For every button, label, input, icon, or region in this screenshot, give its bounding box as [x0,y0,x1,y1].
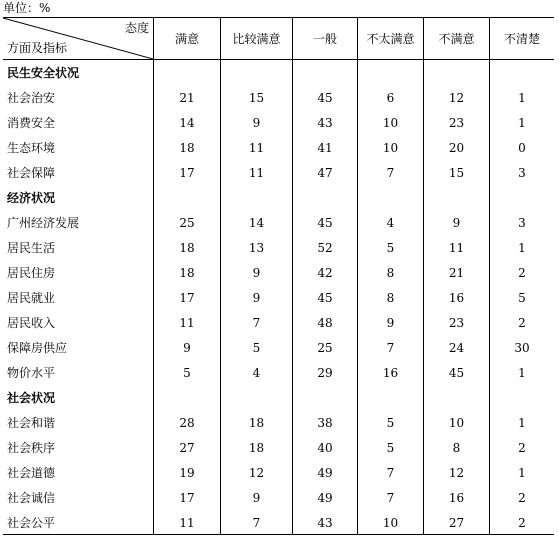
row-label: 消费安全 [7,116,56,130]
row-label: 社会秩序 [7,441,56,455]
table-cell: 10 [382,515,399,530]
table-row [3,285,554,310]
table-cell: 3 [518,215,526,230]
table-cell: 12 [248,465,265,480]
table-cell: 25 [317,340,333,355]
row-label: 居民就业 [7,291,56,305]
table-cell: 45 [317,290,333,305]
section-title: 经济状况 [7,191,56,205]
table-cell: 27 [179,440,195,455]
column-header: 一般 [312,32,337,46]
table-cell: 45 [317,90,333,105]
table-cell: 42 [317,265,333,280]
table-cell: 1 [518,115,526,130]
table-cell: 16 [448,290,465,305]
table-cell: 43 [317,115,333,130]
table-cell: 1 [518,240,526,255]
table-cell: 40 [317,440,333,455]
table-cell: 52 [317,240,333,255]
section-header-row [3,385,554,410]
row-label: 社会道德 [7,466,56,480]
table-cell: 45 [317,215,333,230]
row-label: 社会公平 [7,516,56,530]
table-cell: 9 [252,265,261,280]
table-cell: 7 [252,315,261,330]
table-cell: 11 [248,140,265,155]
section-header-row [3,185,554,210]
table-cell: 2 [518,315,526,330]
table-row [3,135,554,160]
table-cell: 4 [386,215,395,230]
table-cell: 23 [448,115,465,130]
table-cell: 14 [248,215,265,230]
row-label: 社会诚信 [7,491,56,505]
table-cell: 9 [386,315,395,330]
table-cell: 10 [382,115,399,130]
table-cell: 1 [518,90,526,105]
table-cell: 43 [317,515,333,530]
table-row [3,410,554,435]
column-header: 不清楚 [503,32,540,46]
table-cell: 41 [317,140,333,155]
table-cell: 7 [386,340,395,355]
row-label: 居民住房 [7,266,56,280]
row-label: 社会治安 [7,91,56,105]
column-header: 比较满意 [232,32,281,46]
table-cell: 49 [317,465,333,480]
table-cell: 2 [518,265,526,280]
row-label: 居民收入 [7,316,56,330]
table-cell: 13 [248,240,265,255]
table-cell: 7 [386,465,395,480]
table-cell: 17 [179,165,195,180]
table-row [3,510,554,535]
table-cell: 18 [179,140,195,155]
corner-aspect-label: 方面及指标 [7,41,68,55]
table-cell: 48 [317,315,333,330]
unit-label: 单位：% [3,1,51,15]
table-cell: 15 [448,165,465,180]
table-cell: 8 [386,290,395,305]
table-cell: 25 [179,215,195,230]
table-cell: 5 [386,240,395,255]
table-cell: 12 [448,465,465,480]
satisfaction-table [3,17,554,535]
row-label: 社会保障 [7,166,56,180]
table-row [3,485,554,510]
row-label: 广州经济发展 [7,216,80,230]
table-cell: 8 [452,440,461,455]
table-row [3,435,554,460]
table-row [3,210,554,235]
table-cell: 1 [518,415,526,430]
table-cell: 5 [386,440,395,455]
table-cell: 24 [448,340,465,355]
table-cell: 1 [518,365,526,380]
table-header [3,18,554,60]
table-cell: 9 [252,290,261,305]
table-cell: 10 [448,415,465,430]
table-cell: 20 [448,140,465,155]
table-cell: 9 [452,215,461,230]
table-cell: 47 [317,165,333,180]
table-row [3,85,554,110]
table-row [3,360,554,385]
table-cell: 17 [179,490,195,505]
corner-header-cell [3,18,153,59]
column-header: 不满意 [438,32,475,46]
table-cell: 7 [386,165,395,180]
table-cell: 10 [382,140,399,155]
table-row [3,260,554,285]
table-cell: 2 [518,515,526,530]
table-cell: 7 [252,515,261,530]
table-cell: 18 [179,240,195,255]
table-cell: 45 [448,365,465,380]
column-header: 不太满意 [366,32,415,46]
table-cell: 15 [248,90,265,105]
table-row [3,335,554,360]
table-cell: 7 [386,490,395,505]
table-cell: 5 [386,415,395,430]
table-cell: 6 [386,90,395,105]
table-cell: 29 [317,365,333,380]
table-cell: 27 [448,515,465,530]
table-cell: 8 [386,265,395,280]
table-cell: 5 [518,290,526,305]
row-label: 社会和谐 [7,416,56,430]
row-label: 物价水平 [7,366,56,380]
table-row [3,460,554,485]
corner-attitude-label: 态度 [124,21,149,35]
table-cell: 30 [514,340,530,355]
table-cell: 11 [179,515,195,530]
section-title: 民生安全状况 [7,66,80,80]
table-cell: 21 [179,90,195,105]
table-cell: 1 [518,465,526,480]
table-cell: 21 [448,265,465,280]
table-cell: 14 [179,115,195,130]
table-cell: 5 [183,365,191,380]
table-cell: 11 [448,240,465,255]
table-cell: 16 [448,490,465,505]
table-cell: 9 [183,340,191,355]
table-row [3,235,554,260]
table-cell: 11 [248,165,265,180]
table-cell: 19 [179,465,195,480]
row-label: 生态环境 [7,141,56,155]
table-cell: 4 [252,365,261,380]
table-cell: 28 [179,415,195,430]
table-cell: 2 [518,440,526,455]
section-header-row [3,60,554,85]
table-row [3,310,554,335]
table-cell: 9 [252,490,261,505]
table-cell: 0 [518,140,526,155]
table-cell: 49 [317,490,333,505]
table-cell: 16 [382,365,399,380]
table-cell: 17 [179,290,195,305]
table-row [3,110,554,135]
table-cell: 3 [518,165,526,180]
row-label: 居民生活 [7,241,56,255]
table-row [3,160,554,185]
table-cell: 38 [317,415,333,430]
row-label: 保障房供应 [7,341,68,355]
table-cell: 18 [248,440,265,455]
table-cell: 18 [248,415,265,430]
table-cell: 11 [179,315,195,330]
table-cell: 18 [179,265,195,280]
table-cell: 12 [448,90,465,105]
section-title: 社会状况 [7,391,56,405]
table-cell: 2 [518,490,526,505]
table-cell: 23 [448,315,465,330]
table-cell: 9 [252,115,261,130]
column-header: 满意 [174,32,199,46]
table-cell: 5 [252,340,261,355]
